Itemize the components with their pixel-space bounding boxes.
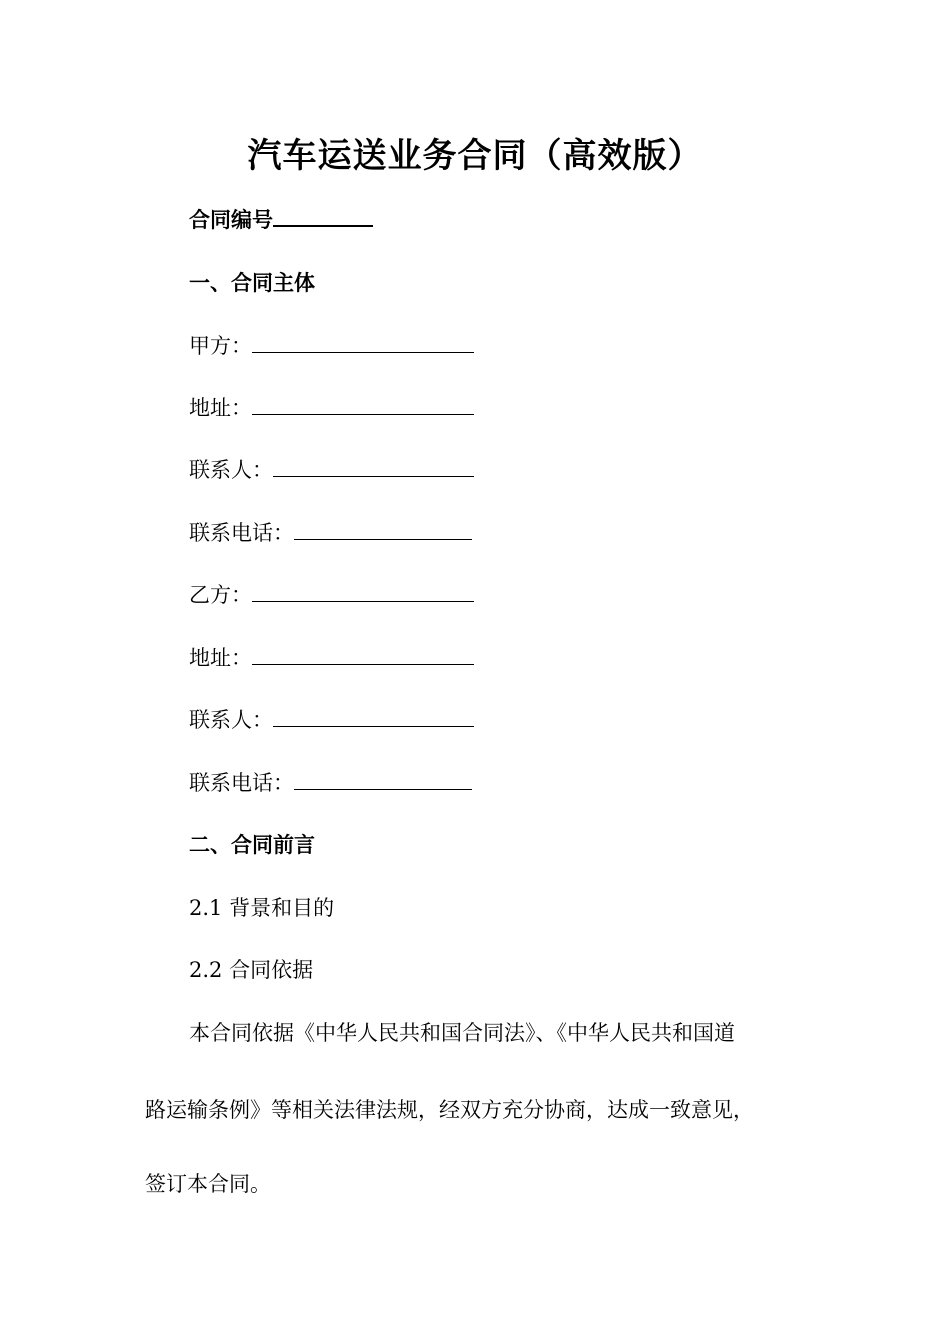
body-paragraph-line-1: 本合同依据《中华人民共和国合同法》、《中华人民共和国道 [189,1021,735,1045]
party-a-contact-label: 联系人： [189,458,273,482]
party-b-address-blank[interactable] [252,646,474,665]
section2-heading: 二、合同前言 [189,833,315,857]
party-a-blank[interactable] [252,334,474,353]
party-a-phone-line [189,518,472,548]
party-a-label: 甲方： [189,334,252,358]
party-a-address-line [189,393,474,423]
party-b-phone-label: 联系电话： [189,771,294,795]
party-b-contact-blank[interactable] [273,708,474,727]
party-a-phone-label: 联系电话： [189,521,294,545]
contract-number-blank[interactable] [273,207,373,227]
party-a-address-label: 地址： [189,396,252,420]
party-a-address-blank[interactable] [252,396,474,415]
party-a-contact-blank[interactable] [273,458,474,477]
section2-item-1: 2.1 背景和目的 [189,896,335,920]
party-b-contact-label: 联系人： [189,708,273,732]
party-a-contact-line [189,455,474,485]
party-b-address-line [189,643,474,673]
party-b-phone-line [189,768,472,798]
party-b-contact-line [189,705,474,735]
body-paragraph-line-2: 路运输条例》等相关法律法规，经双方充分协商，达成一致意见， [145,1098,754,1122]
party-b-label: 乙方： [189,583,252,607]
party-b-address-label: 地址： [189,646,252,670]
body-paragraph-line-3: 签订本合同。 [145,1172,271,1196]
party-a-line [189,331,474,361]
contract-number-label: 合同编号 [189,208,273,232]
party-a-phone-blank[interactable] [294,521,472,540]
contract-number-line [189,205,373,235]
party-b-phone-blank[interactable] [294,771,472,790]
document-title: 汽车运送业务合同（高效版） [247,136,703,176]
party-b-line [189,580,474,610]
party-b-blank[interactable] [252,583,474,602]
section2-item-2: 2.2 合同依据 [189,958,314,982]
section1-heading: 一、合同主体 [189,271,315,295]
